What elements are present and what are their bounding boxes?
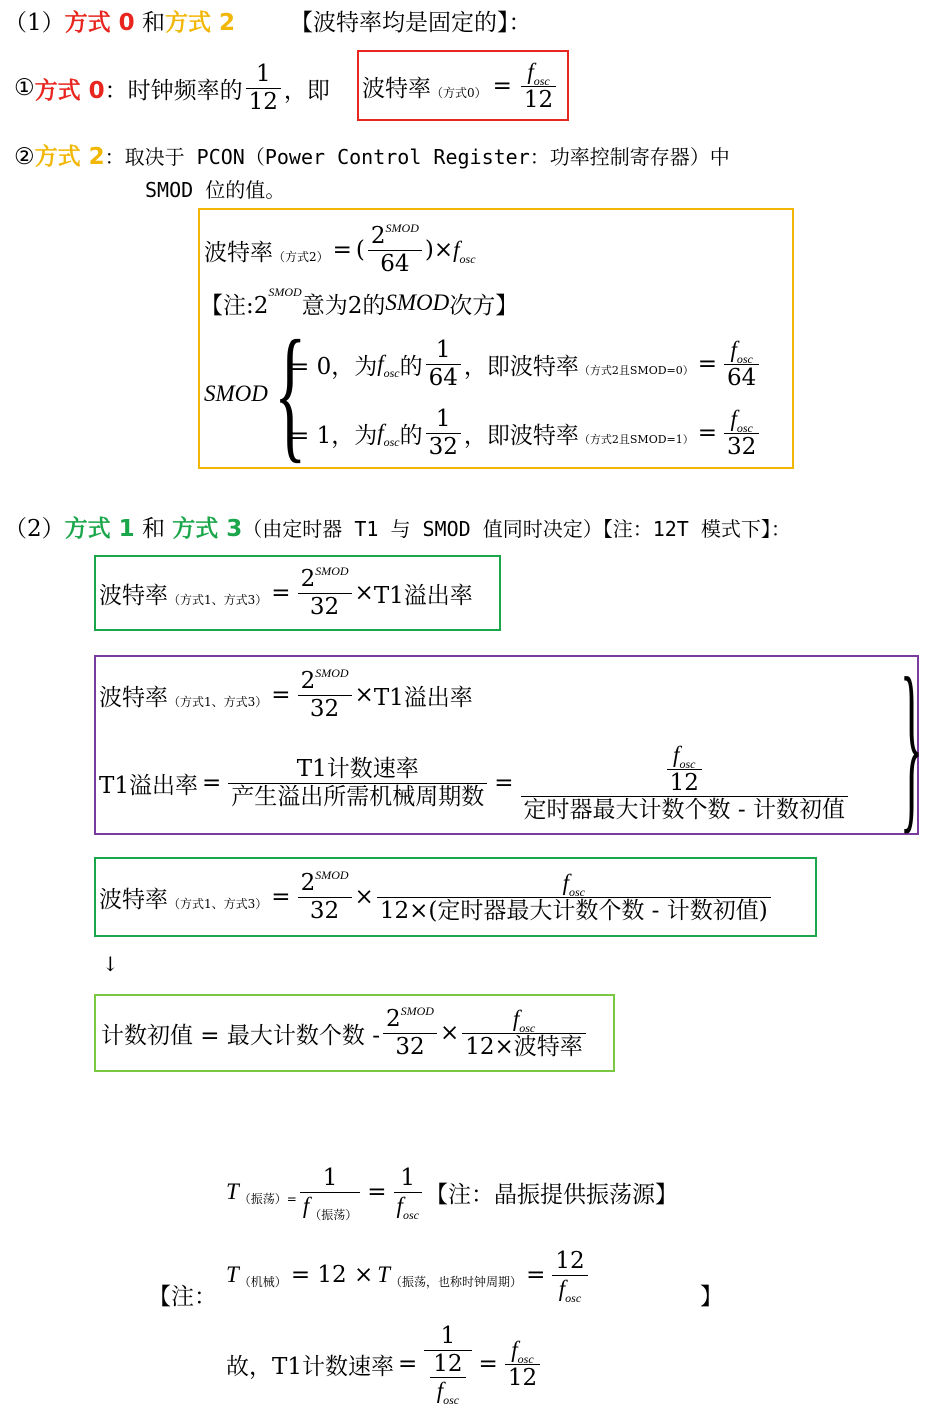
fosc-subscript: osc [736,352,753,367]
item1-mode: 方式 0 [34,77,105,104]
equals-sign: = [397,1351,418,1377]
mode2-label: 方式 2 [164,10,235,36]
fosc-f: f [562,870,569,896]
base-two: 2 [370,223,386,250]
equals-sign: = [526,1262,546,1288]
two-pow-smod-over-64 [368,223,422,277]
smod-exponent: SMOD [315,666,349,681]
section2-heading [4,510,791,543]
smod-note [200,286,518,320]
machine-period-formula [226,1240,591,1310]
fosc-subscript: osc [402,1207,419,1222]
fosc-subscript: osc [568,885,585,900]
fraction-denominator: 64 [428,364,458,391]
fosc-subscript: osc [533,74,550,89]
fosc-over-12 [521,59,556,113]
fraction-denominator: 32 [309,695,340,722]
fosc-subscript: osc [565,1290,582,1305]
fosc-over-12-times-remaining [377,870,771,924]
mode2-formula [204,216,476,284]
mode13-formula [99,560,473,626]
section1-number: （1） [4,10,65,36]
fraction-numerator: 1 [400,1165,416,1192]
equals-sign: = [201,770,222,796]
equals-sign: = [478,1351,498,1377]
equals-sign: = [271,580,291,606]
fosc-subscript: osc [383,435,400,449]
fosc-f: f [512,1006,520,1032]
fraction-denominator: 32 [309,593,340,620]
fraction-numerator: 1 [435,337,451,364]
fosc-subscript: osc [443,1393,460,1408]
and-text: 和 [134,516,173,542]
times-sign: × [354,580,374,606]
times-sign: × [433,237,454,263]
fraction-numerator: 1 [435,406,451,433]
one-over-fosc [394,1165,422,1222]
de-text: 的 [399,422,423,449]
fosc-f: f [377,351,384,376]
note-middle: 意为2的 [301,292,386,319]
fraction-denominator: 64 [727,364,757,391]
fraction-numerator: 1 [440,1323,456,1350]
left-brace: { [274,310,307,476]
mech-subscript: （机械） [238,1274,287,1289]
timer-max-minus-init: 定时器最大计数个数 - 计数初值 [523,797,845,824]
mode13-subscript: （方式1、方式3） [168,694,268,709]
open-paren: ( [355,237,365,263]
ji-baud-text: ，即波特率 [463,422,579,449]
fraction-denominator: 32 [395,1033,425,1060]
fosc-f: f [673,742,680,768]
twelve-times-baud: 12×波特率 [465,1033,583,1060]
fosc-f: f [527,59,534,85]
one-twelfth-fraction [246,61,281,115]
fosc-subscript: osc [383,366,400,380]
t1-overflow-text: T1溢出率 [99,772,198,799]
two-pow-smod-over-32 [298,668,352,722]
one-over-32 [426,406,461,460]
item2-marker: ② [14,144,35,170]
fraction-denominator: 32 [309,897,340,924]
baud-rate-text: 波特率 [99,886,168,913]
fosc-over-12-baud [462,1006,586,1060]
osc-subscript: （振荡）= [238,1191,297,1206]
fraction-denominator: 32 [428,433,458,460]
cycles-needed: 产生溢出所需机械周期数 [231,783,485,810]
fosc-over-32 [724,406,759,460]
equals-sign: = [697,351,718,377]
period-T: T [226,1179,239,1204]
mode13-subscript: （方式1、方式3） [168,896,268,911]
ji-baud-text: ，即波特率 [463,353,579,380]
note-suffix: 次方】 [449,292,519,319]
fosc-f: f [558,1275,566,1301]
section1-heading [4,4,235,37]
fraction-denominator: 32 [727,433,757,460]
smod0-subscript: （方式2且SMOD=0） [578,364,694,377]
fraction-numerator: 1 [255,61,271,88]
equals-sign: = [367,1179,387,1205]
baud-rate-text: 波特率 [99,582,168,609]
twelve-over-fosc [430,1350,465,1408]
baud-rate-text: 波特率 [362,75,431,102]
t1-overflow-formula [99,735,851,831]
smod-exponent: SMOD [268,284,302,299]
derivation-baud [99,662,473,728]
de-text: 的 [399,353,423,380]
mode2-subscript: （方式2） [273,249,329,264]
period-T: T [377,1262,391,1287]
fosc-f: f [730,406,737,432]
count-rate-over-cycles [228,756,487,810]
fraction-numerator: 12 [555,1248,585,1275]
one-over-64 [426,337,461,391]
combined-formula [99,863,774,931]
right-brace: } [900,640,923,850]
two-pow-smod-over-32 [298,870,352,924]
section2-description: （由定时器 T1 与 SMOD 值同时决定）【注：12T 模式下】： [242,517,791,541]
oscillation-period-formula [226,1152,678,1232]
fosc-subscript: osc [459,252,476,266]
fraction-denominator: 64 [380,250,410,277]
times-sign: × [439,1020,460,1046]
mode0-formula [362,56,559,116]
note-open-bracket: 【注： [148,1284,217,1310]
base-two: 2 [300,870,316,897]
one-over-twelve-over-fosc [424,1323,471,1408]
fosc-subscript: osc [679,757,696,772]
baud-rate-text: 波特率 [99,684,168,711]
smod0-value: = 0，为 [290,353,378,380]
crystal-note: 【注：晶振提供振荡源】 [424,1181,678,1208]
base-two: 2 [385,1006,401,1033]
fosc-subscript: osc [517,1352,534,1367]
item1-line [14,58,330,118]
t1-count-rate: T1计数速率 [272,1353,394,1380]
item1-marker: ① [14,75,35,101]
mode13-subscript: （方式1、方式3） [168,592,268,607]
fraction-denominator: 12 [523,86,554,113]
close-paren: ) [424,237,434,263]
fosc-over-12 [505,1337,540,1391]
one-over-f-osc-paren [300,1165,360,1222]
period-T: T [226,1262,239,1287]
fosc-subscript: osc [736,421,753,436]
item2-mode: 方式 2 [34,144,105,170]
t1-count-rate-formula [226,1312,543,1416]
fosc12-over-remaining [521,742,848,823]
mode0-subscript: （方式0） [431,85,487,100]
smod-label: SMOD [204,381,268,406]
fraction-denominator: 12 [669,769,699,796]
t1-overflow-text: T1溢出率 [373,582,473,609]
smod-exponent: SMOD [400,1004,434,1019]
twelve-over-fosc [552,1248,587,1305]
twelve-times-text: = 12 × [290,1262,374,1288]
fosc-f: f [377,420,384,445]
t1-overflow-text: T1溢出率 [373,684,473,711]
section2-number: （2） [4,516,65,542]
equals-sign: = [494,770,514,796]
item2-line1 [14,138,730,171]
item2-description: ：取决于 PCON（Power Control Register：功率控制寄存器）中 [104,145,730,169]
smod-exponent: SMOD [315,868,349,883]
fosc-over-12 [667,742,702,796]
smod1-value: = 1，为 [290,422,378,449]
times-sign: × [354,884,374,910]
twelve-times-remaining: 12×(定时器最大计数个数 - 计数初值) [379,897,768,924]
baud-rate-text: 波特率 [204,239,273,266]
fosc-f: f [511,1337,518,1363]
fosc-over-64 [724,337,759,391]
note-close-bracket: 】 [700,1284,723,1310]
mode1-label: 方式 1 [64,516,135,542]
base-two: 2 [300,566,316,593]
base-two: 2 [300,668,316,695]
fraction-denominator: 12 [248,88,278,115]
smod-italic: SMOD [385,290,450,315]
t1-count-rate: T1计数速率 [296,756,419,783]
init-value-formula [101,999,589,1067]
mode0-label: 方式 0 [64,10,135,36]
two-pow-smod-over-32 [383,1006,437,1060]
two-pow-smod-over-32 [298,566,352,620]
item1-text: ：时钟频率的 [104,77,243,104]
smod1-subscript: （方式2且SMOD=1） [578,433,694,446]
note-prefix: 【注:2 [200,292,269,319]
fosc-f: f [730,337,737,363]
fosc-f: f [453,237,460,262]
smod1-case [290,400,762,466]
times-sign: × [354,682,374,708]
and-text: 和 [134,10,165,36]
equals-sign: = [697,420,718,446]
fosc-f: f [436,1378,444,1404]
f-symbol: f [302,1192,310,1218]
fraction-numerator: 12 [433,1350,463,1377]
f-osc-subscript: （振荡） [309,1207,358,1222]
equals-sign: = [332,237,352,263]
fixed-baud-note: 【波特率均是固定的】： [290,10,532,36]
equals-sign: = [492,73,512,99]
therefore-text: 故， [226,1353,272,1380]
fraction-numerator: 1 [322,1165,338,1192]
equals-sign: = [271,682,291,708]
fraction-denominator: 12 [507,1364,538,1391]
osc-clock-subscript: （振荡，也称时钟周期） [390,1274,523,1289]
comma-ji-text: ，即 [283,77,330,104]
init-value-text: 计数初值 = 最大计数个数 - [101,1022,380,1049]
item2-line2: SMOD 位的值。 [145,178,286,202]
equals-sign: = [271,884,291,910]
fosc-f: f [396,1192,403,1218]
mode3-label: 方式 3 [172,516,243,542]
fosc-subscript: osc [519,1021,536,1036]
smod0-case [290,331,762,397]
smod-exponent: SMOD [385,221,419,236]
down-arrow: ↓ [102,952,119,976]
smod-exponent: SMOD [315,564,349,579]
